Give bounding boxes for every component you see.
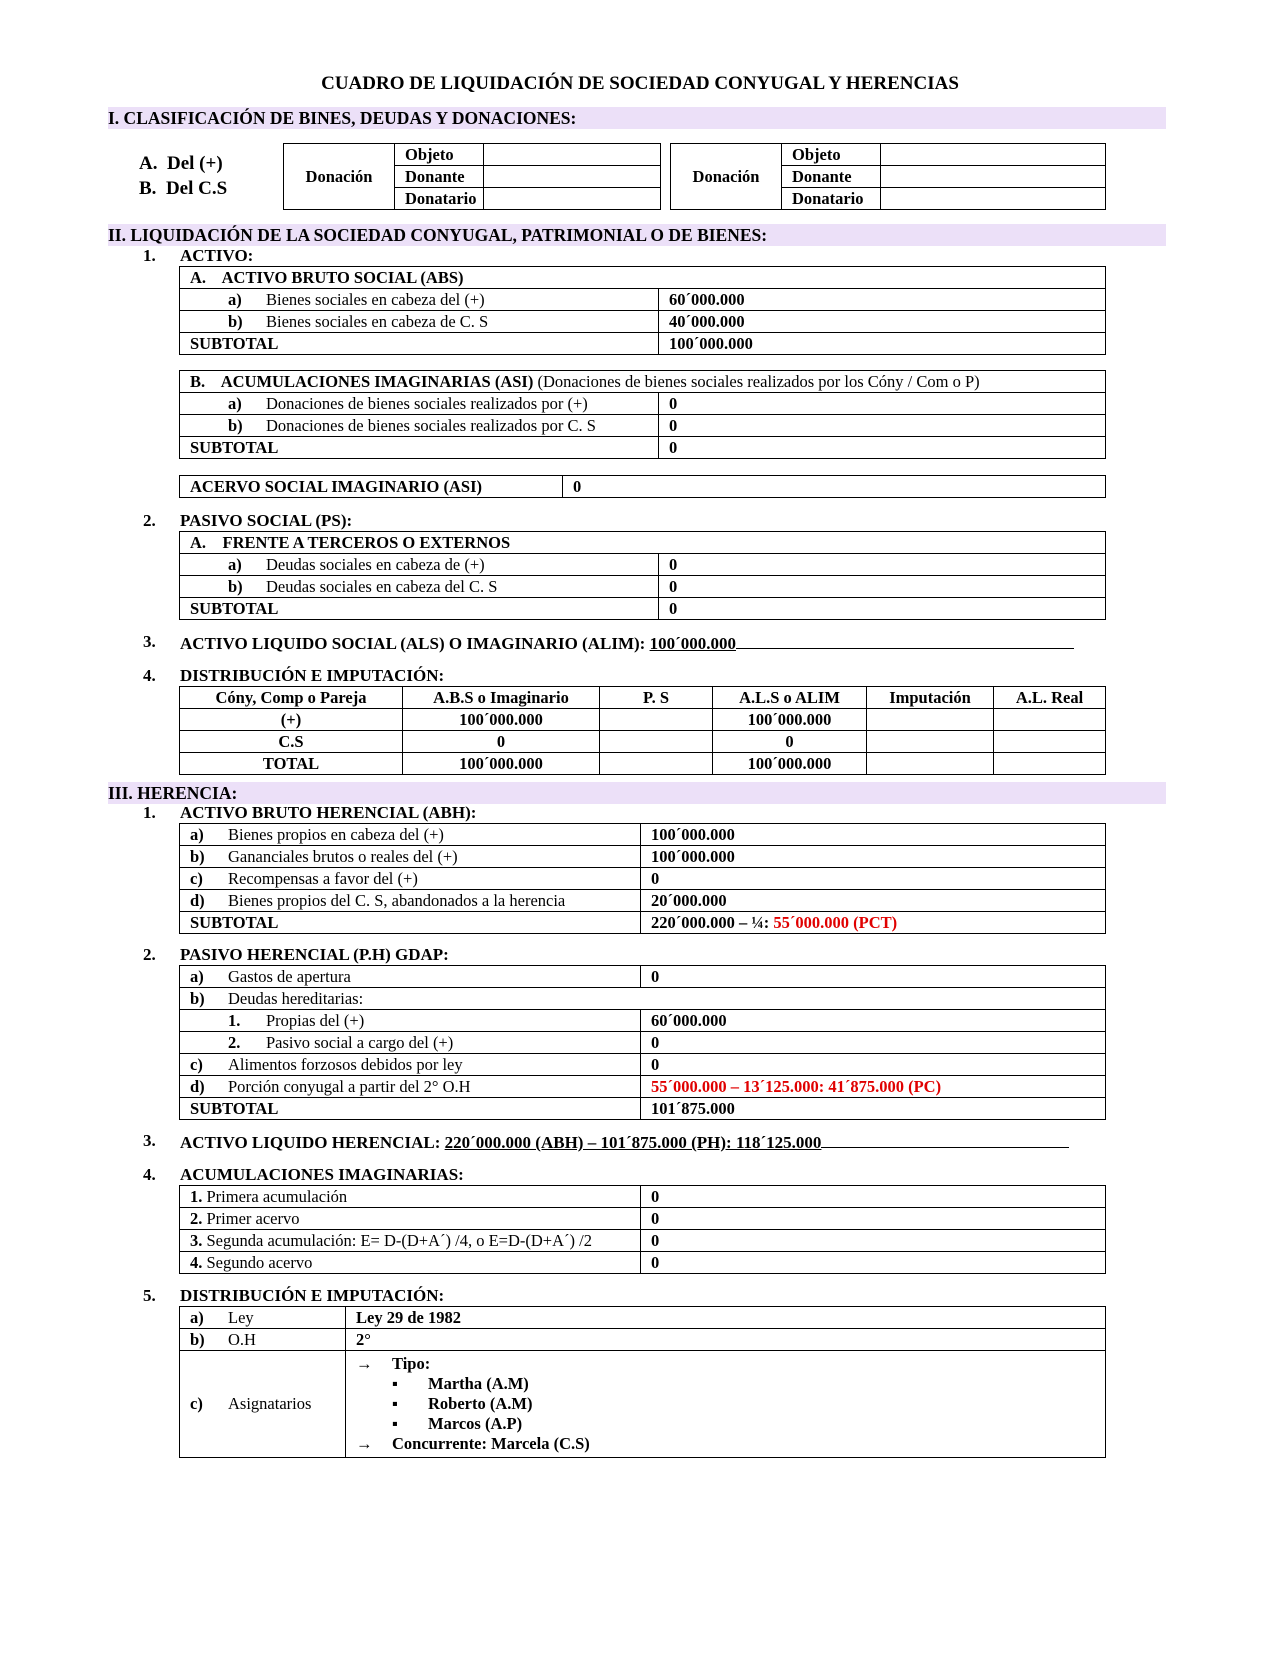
subtotal-row: SUBTOTAL 0 [180, 598, 1106, 620]
table-header-row: Cóny, Comp o Pareja A.B.S o Imaginario P. S A.L.S o ALIM Imputación A.L. Real [180, 687, 1106, 709]
arrow-icon: → [356, 1354, 373, 1373]
ps-title: A. FRENTE A TERCEROS O EXTERNOS [180, 532, 1106, 554]
donacion-table-1 [283, 143, 661, 210]
table-row: c) Asignatarios → Tipo: ▪ Martha (A.M) ▪ Roberto (A.M) ▪ Marcos (A.P) → Concurrente: Marcela (C.S) [180, 1351, 1106, 1458]
donante-label: Donante [782, 166, 881, 188]
donatario-label: Donatario [395, 188, 484, 210]
table-row: a) Bienes propios en cabeza del (+) 100´000.000 [180, 824, 1106, 846]
table-row: a) Deudas sociales en cabeza de (+) 0 [180, 554, 1106, 576]
ph-heading: 2. PASIVO HERENCIAL (P.H) GDAP: [143, 945, 449, 964]
subtotal-row: SUBTOTAL 220´000.000 – ¼: 55´000.000 (PCT) [180, 912, 1106, 934]
table-row: a) Bienes sociales en cabeza del (+) 60´000.000 [180, 289, 1106, 311]
table-row: (+) 100´000.000 100´000.000 [180, 709, 1106, 731]
subtotal-row: SUBTOTAL 0 [180, 437, 1106, 459]
abh-table [179, 823, 1106, 934]
subtotal-row: SUBTOTAL 101´875.000 [180, 1098, 1106, 1120]
table-row: b) Deudas sociales en cabeza del C. S 0 [180, 576, 1106, 598]
square-bullet-icon: ▪ [392, 1374, 398, 1393]
donatario-value [881, 188, 1106, 210]
dist-table [179, 686, 1106, 775]
arrow-icon: → [356, 1434, 373, 1453]
table-row: b) Bienes sociales en cabeza de C. S 40´000.000 [180, 311, 1106, 333]
asi-table [179, 370, 1106, 459]
asi-title: B. ACUMULACIONES IMAGINARIAS (ASI) (Donaciones de bienes sociales realizados por los Cóny / Com o P) [180, 371, 1106, 393]
donacion-label: Donación [671, 144, 782, 210]
objeto-value [484, 144, 661, 166]
abh-heading: 1. ACTIVO BRUTO HERENCIAL (ABH): [143, 803, 477, 822]
list-item: → Tipo: [356, 1354, 431, 1373]
table-row: 1. Primera acumulación 0 [180, 1186, 1106, 1208]
als-value: 100´000.000 [649, 634, 736, 653]
table-row: c) Recompensas a favor del (+) 0 [180, 868, 1106, 890]
acervo-table [179, 475, 1106, 498]
square-bullet-icon: ▪ [392, 1394, 398, 1413]
table-row: 2. Primer acervo 0 [180, 1208, 1106, 1230]
objeto-value [881, 144, 1106, 166]
table-row: b) Gananciales brutos o reales del (+) 100´000.000 [180, 846, 1106, 868]
als-line: 3. ACTIVO LIQUIDO SOCIAL (ALS) O IMAGINARIO (ALIM): 100´000.000 [143, 632, 1103, 654]
acervo-label: ACERVO SOCIAL IMAGINARIO (ASI) [180, 476, 563, 498]
dist-heading-2: 5. DISTRIBUCIÓN E IMPUTACIÓN: [143, 1286, 445, 1305]
clase-a: A. Del (+) [139, 153, 223, 174]
dist-heading: 4. DISTRIBUCIÓN E IMPUTACIÓN: [143, 666, 445, 685]
activo-heading: 1. ACTIVO: [143, 246, 254, 265]
abs-title: A. ACTIVO BRUTO SOCIAL (ABS) [180, 267, 1106, 289]
distribucion-table [179, 1306, 1106, 1458]
ps-table [179, 531, 1106, 620]
pasivo-heading: 2. PASIVO SOCIAL (PS): [143, 511, 353, 530]
list-item: ▪ Martha (A.M) [392, 1374, 529, 1393]
objeto-label: Objeto [395, 144, 484, 166]
clase-b: B. Del C.S [139, 178, 228, 199]
donacion-table-2 [670, 143, 1106, 210]
donatario-value [484, 188, 661, 210]
table-row: 2. Pasivo social a cargo del (+) 0 [180, 1032, 1106, 1054]
acervo-value: 0 [563, 476, 1106, 498]
acum-heading: 4. ACUMULACIONES IMAGINARIAS: [143, 1165, 464, 1184]
donatario-label: Donatario [782, 188, 881, 210]
table-row: 3. Segunda acumulación: E= D-(D+A´) /4, o E=D-(D+A´) /2 0 [180, 1230, 1106, 1252]
asignatarios-cell [346, 1351, 1106, 1458]
table-row: 4. Segundo acervo 0 [180, 1252, 1106, 1274]
donante-value [484, 166, 661, 188]
section-heading-1: I. CLASIFICACIÓN DE BINES, DEUDAS Y DONACIONES: [108, 107, 1166, 129]
list-item: → Concurrente: Marcela (C.S) [356, 1434, 590, 1453]
donante-value [881, 166, 1106, 188]
table-row: c) Alimentos forzosos debidos por ley 0 [180, 1054, 1106, 1076]
section-heading-2: II. LIQUIDACIÓN DE LA SOCIEDAD CONYUGAL, PATRIMONIAL O DE BIENES: [108, 224, 1166, 246]
table-row: b) Deudas hereditarias: [180, 988, 1106, 1010]
section-heading-3: III. HERENCIA: [108, 782, 1166, 804]
table-row: a) Donaciones de bienes sociales realizados por (+) 0 [180, 393, 1106, 415]
square-bullet-icon: ▪ [392, 1414, 398, 1433]
pct-value: 55´000.000 (PCT) [773, 912, 898, 932]
subtotal-row: SUBTOTAL 100´000.000 [180, 333, 1106, 355]
objeto-label: Objeto [782, 144, 881, 166]
table-row: a) Gastos de apertura 0 [180, 966, 1106, 988]
pc-value: 55´000.000 – 13´125.000: 41´875.000 (PC) [641, 1076, 1106, 1098]
ph-table [179, 965, 1106, 1120]
table-row: C.S 0 0 [180, 731, 1106, 753]
alh-line: 3. ACTIVO LIQUIDO HERENCIAL: 220´000.000 (ABH) – 101´875.000 (PH): 118´125.000 [143, 1131, 1103, 1153]
abs-table [179, 266, 1106, 355]
table-row: d) Porción conyugal a partir del 2° O.H 55´000.000 – 13´125.000: 41´875.000 (PC) [180, 1076, 1106, 1098]
table-row: 1. Propias del (+) 60´000.000 [180, 1010, 1106, 1032]
acum-table [179, 1185, 1106, 1274]
donacion-label: Donación [284, 144, 395, 210]
list-item: ▪ Marcos (A.P) [392, 1414, 523, 1433]
table-row: b) O.H 2° [180, 1329, 1106, 1351]
page-title: CUADRO DE LIQUIDACIÓN DE SOCIEDAD CONYUGAL Y HERENCIAS [321, 73, 959, 94]
alh-value: 220´000.000 (ABH) – 101´875.000 (PH): 118´125.000 [444, 1133, 822, 1152]
table-row: a) Ley Ley 29 de 1982 [180, 1307, 1106, 1329]
donante-label: Donante [395, 166, 484, 188]
table-row: b) Donaciones de bienes sociales realizados por C. S 0 [180, 415, 1106, 437]
list-item: ▪ Roberto (A.M) [392, 1394, 533, 1413]
table-row: TOTAL 100´000.000 100´000.000 [180, 753, 1106, 775]
table-row: d) Bienes propios del C. S, abandonados a la herencia 20´000.000 [180, 890, 1106, 912]
